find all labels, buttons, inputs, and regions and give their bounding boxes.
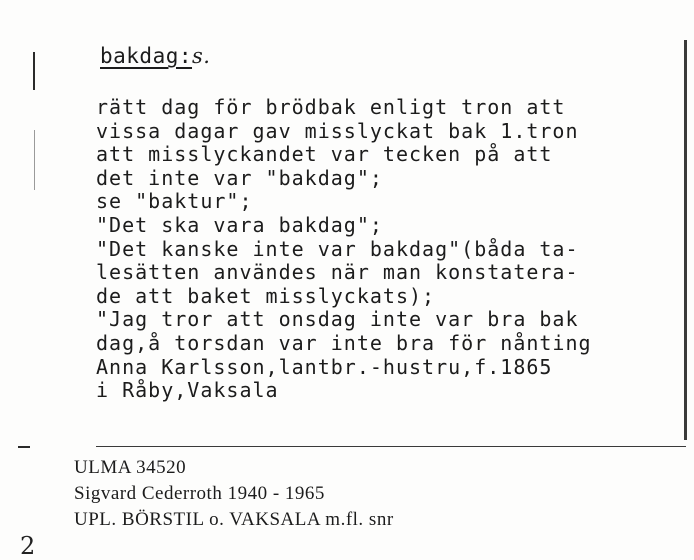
part-of-speech: s. xyxy=(192,44,211,68)
informant-line: Anna Karlsson,lantbr.-hustru,f.1865 xyxy=(96,354,553,379)
definition-text xyxy=(96,96,688,403)
headword-line xyxy=(100,44,210,68)
left-edge-mark xyxy=(33,52,35,90)
corner-number: 2 xyxy=(20,532,36,560)
location-line: UPL. BÖRSTIL o. VAKSALA m.fl. snr xyxy=(74,509,394,530)
definition-line: de att baket misslyckats); xyxy=(96,283,436,308)
definition-line: se "baktur"; xyxy=(96,189,253,214)
definition-line: "Det ska vara bakdag"; xyxy=(96,212,383,237)
left-edge-faint-mark xyxy=(34,130,35,190)
definition-line: "Jag tror att onsdag inte var bra bak xyxy=(96,307,579,332)
card-footer xyxy=(74,455,394,533)
definition-line: det inte var "bakdag"; xyxy=(96,165,383,190)
separator-rule xyxy=(96,446,686,447)
definition-line: dag,å torsdan var inte bra för nånting xyxy=(96,330,592,355)
left-bottom-tick xyxy=(18,446,30,448)
headword: bakdag: xyxy=(100,44,193,68)
definition-line: rätt dag för brödbak enligt tron att xyxy=(96,95,566,119)
informant-place-line: i Råby,Vaksala xyxy=(96,378,279,403)
collector-line: Sigvard Cederroth 1940 - 1965 xyxy=(74,483,325,504)
definition-line: att misslyckandet var tecken på att xyxy=(96,142,553,167)
definition-line: "Det kanske inte var bakdag"(båda ta- xyxy=(96,236,579,261)
definition-line: vissa dagar gav misslyckat bak 1.tron xyxy=(96,118,579,143)
archive-number: ULMA 34520 xyxy=(74,457,187,478)
definition-line: lesätten användes när man konstatera- xyxy=(96,260,579,285)
